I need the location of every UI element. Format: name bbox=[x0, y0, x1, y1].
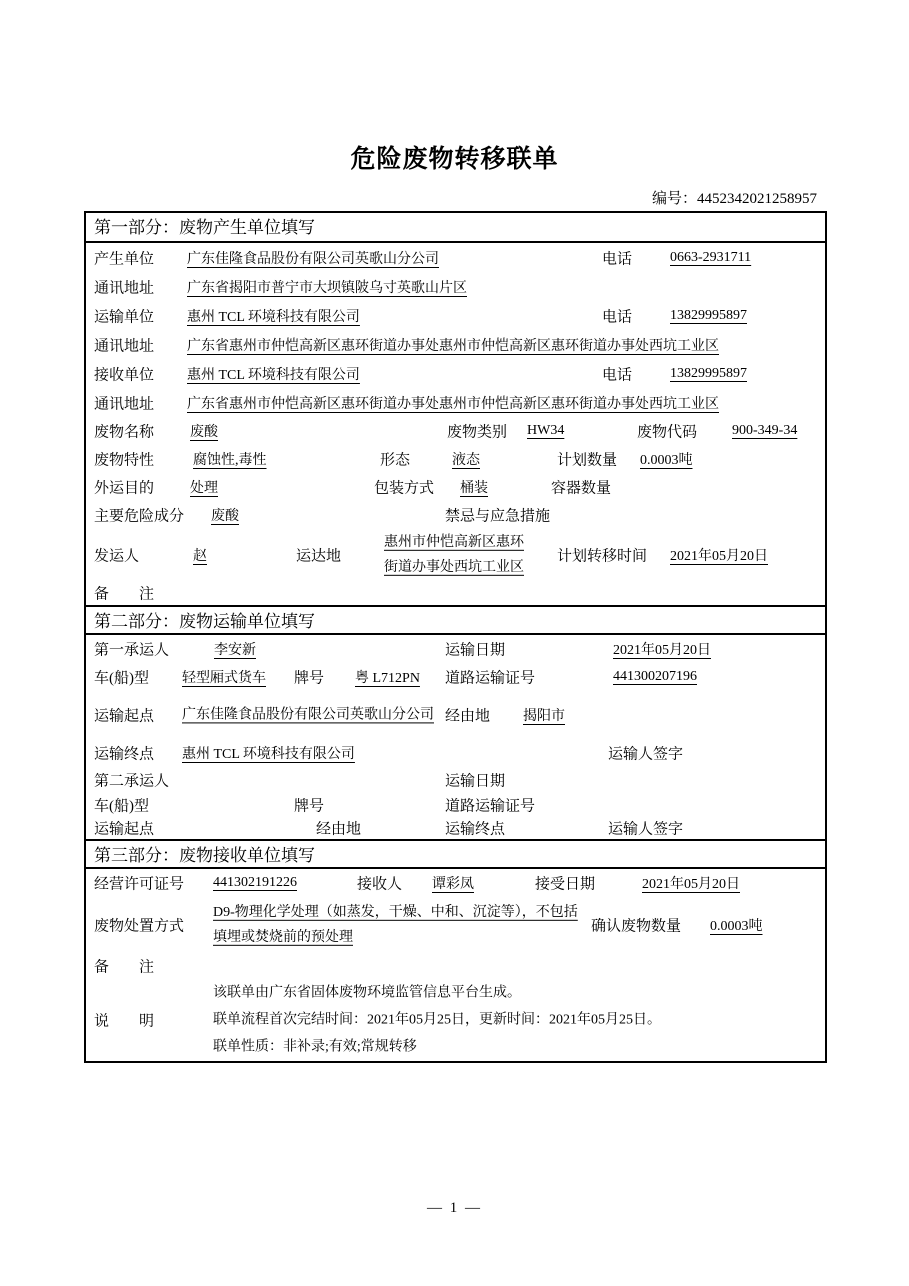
transport-date1-value: 2021年05月20日 bbox=[613, 643, 711, 658]
row-waste-trait bbox=[86, 445, 825, 473]
section2-header: 第二部分：废物运输单位填写 bbox=[86, 605, 825, 635]
receive-date-value: 2021年05月20日 bbox=[642, 877, 740, 892]
transporter-phone-value: 13829995897 bbox=[670, 307, 747, 323]
waste-trait-label: 废物特性 bbox=[94, 452, 155, 469]
transporter-address-value: 广东省惠州市仲恺高新区惠环街道办事处惠州市仲恺高新区惠环街道办事处西坑工业区 bbox=[187, 338, 719, 354]
receiver-phone-value: 13829995897 bbox=[670, 365, 747, 381]
license-value: 441302191226 bbox=[213, 875, 297, 890]
row-waste-name bbox=[86, 417, 825, 445]
disposal-label: 废物处置方式 bbox=[94, 918, 185, 935]
hazard-value: 废酸 bbox=[211, 509, 239, 524]
sign2-label: 运输人签字 bbox=[608, 821, 684, 838]
receiver-label: 接收单位 bbox=[94, 367, 155, 383]
terminus1-value: 惠州 TCL 环境科技有限公司 bbox=[182, 747, 355, 762]
origin1-label: 运输起点 bbox=[94, 708, 155, 725]
disposal-value: D9-物理化学处理（如蒸发，干燥、中和、沉淀等），不包括填埋或焚烧前的预处理 bbox=[213, 904, 578, 945]
row-notes bbox=[86, 979, 825, 1061]
transporter-address-label: 通讯地址 bbox=[94, 338, 155, 354]
hazard-label: 主要危险成分 bbox=[94, 508, 185, 525]
doc-number-label: 编号： bbox=[651, 191, 697, 207]
transport-date1-label: 运输日期 bbox=[445, 642, 506, 659]
producer-address-label: 通讯地址 bbox=[94, 280, 155, 296]
plan-qty-label: 计划数量 bbox=[557, 452, 618, 469]
notes-content bbox=[213, 980, 661, 1061]
row-sender bbox=[86, 529, 825, 581]
vehicle1-value: 轻型厢式货车 bbox=[182, 671, 266, 686]
purpose-value: 处理 bbox=[190, 481, 218, 496]
receiver-value: 惠州 TCL 环境科技有限公司 bbox=[187, 367, 360, 383]
row-vehicle2 bbox=[86, 792, 825, 817]
purpose-label: 外运目的 bbox=[94, 480, 155, 497]
waste-category-label: 废物类别 bbox=[447, 424, 508, 441]
producer-label: 产生单位 bbox=[94, 251, 155, 267]
receiver-person-label: 接收人 bbox=[357, 876, 403, 893]
waste-code-value: 900-349-34 bbox=[732, 423, 798, 438]
vehicle1-label: 车(船)型 bbox=[94, 670, 149, 687]
waste-category-value: HW34 bbox=[527, 423, 565, 438]
transporter-phone-label: 电话 bbox=[602, 309, 633, 325]
row-carrier2 bbox=[86, 767, 825, 792]
plate1-value: 粤 L712PN bbox=[355, 671, 420, 686]
form-label: 形态 bbox=[380, 452, 411, 469]
row-route2 bbox=[86, 817, 825, 839]
carrier1-label: 第一承运人 bbox=[94, 642, 170, 659]
permit1-label: 道路运输证号 bbox=[445, 670, 536, 687]
note-line-1: 该联单由广东省固体废物环境监管信息平台生成。 bbox=[213, 985, 521, 1001]
origin2-label: 运输起点 bbox=[94, 821, 155, 838]
row-vehicle1 bbox=[86, 663, 825, 691]
waste-code-label: 废物代码 bbox=[637, 424, 698, 441]
producer-address-value: 广东省揭阳市普宁市大坝镇陂乌寸英歌山片区 bbox=[187, 280, 467, 296]
remark-label: 备 注 bbox=[94, 586, 155, 603]
page-number: — 1 — bbox=[427, 1200, 482, 1216]
plate1-label: 牌号 bbox=[294, 670, 325, 687]
row-producer bbox=[86, 243, 825, 272]
row-origin1 bbox=[86, 691, 825, 739]
license-label: 经营许可证号 bbox=[94, 876, 185, 893]
row-terminus1 bbox=[86, 739, 825, 767]
row-license bbox=[86, 869, 825, 897]
row-producer-address bbox=[86, 272, 825, 301]
receiver-address-label: 通讯地址 bbox=[94, 396, 155, 412]
permit2-label: 道路运输证号 bbox=[445, 798, 536, 814]
container-qty-label: 容器数量 bbox=[551, 480, 612, 497]
row-remark-s3 bbox=[86, 953, 825, 979]
row-hazard bbox=[86, 501, 825, 529]
vehicle2-label: 车(船)型 bbox=[94, 798, 149, 814]
transporter-label: 运输单位 bbox=[94, 309, 155, 325]
terminus2-label: 运输终点 bbox=[445, 821, 506, 838]
producer-phone-value: 0663-2931711 bbox=[670, 249, 752, 265]
row-receiver bbox=[86, 359, 825, 388]
waste-trait-value: 腐蚀性,毒性 bbox=[193, 453, 267, 468]
form-value: 液态 bbox=[452, 453, 480, 468]
sender-value: 赵 bbox=[193, 549, 207, 564]
row-carrier1 bbox=[86, 635, 825, 663]
notes-label: 说 明 bbox=[94, 1013, 155, 1030]
receiver-phone-label: 电话 bbox=[602, 367, 633, 383]
waste-name-value: 废酸 bbox=[190, 425, 218, 440]
waste-name-label: 废物名称 bbox=[94, 424, 155, 441]
emergency-label: 禁忌与应急措施 bbox=[445, 508, 551, 525]
manifest-table bbox=[84, 211, 827, 1063]
permit1-value: 441300207196 bbox=[613, 669, 697, 684]
sender-label: 发运人 bbox=[94, 548, 140, 565]
plan-time-label: 计划转移时间 bbox=[557, 548, 648, 565]
row-transporter-address bbox=[86, 330, 825, 359]
dest-label: 运达地 bbox=[296, 548, 342, 565]
remark-s3-label: 备 注 bbox=[94, 959, 155, 976]
terminus1-label: 运输终点 bbox=[94, 746, 155, 763]
row-transporter bbox=[86, 301, 825, 330]
row-receiver-address bbox=[86, 388, 825, 417]
transporter-value: 惠州 TCL 环境科技有限公司 bbox=[187, 309, 360, 325]
note-line-2: 联单流程首次完结时间：2021年05月25日，更新时间：2021年05月25日。 bbox=[213, 1012, 661, 1028]
pack-label: 包装方式 bbox=[374, 480, 435, 497]
origin1-value: 广东佳隆食品股份有限公司英歌山分公司 bbox=[182, 707, 434, 723]
producer-phone-label: 电话 bbox=[602, 251, 633, 267]
dest-value: 惠州市仲恺高新区惠环街道办事处西坑工业区 bbox=[384, 534, 524, 575]
note-line-3: 联单性质：非补录;有效;常规转移 bbox=[213, 1039, 417, 1055]
row-disposal bbox=[86, 897, 825, 953]
sign1-label: 运输人签字 bbox=[608, 746, 684, 763]
page-title: 危险废物转移联单 bbox=[350, 146, 559, 173]
transport-date2-label: 运输日期 bbox=[445, 773, 506, 789]
receiver-person-value: 谭彩凤 bbox=[432, 877, 474, 892]
section1-header: 第一部分：废物产生单位填写 bbox=[86, 213, 825, 243]
section3-header: 第三部分：废物接收单位填写 bbox=[86, 839, 825, 869]
plan-qty-value: 0.0003吨 bbox=[640, 453, 693, 468]
plan-time-value: 2021年05月20日 bbox=[670, 549, 768, 564]
doc-number bbox=[652, 187, 817, 208]
producer-value: 广东佳隆食品股份有限公司英歌山分公司 bbox=[187, 251, 439, 267]
via2-label: 经由地 bbox=[316, 821, 362, 838]
carrier2-label: 第二承运人 bbox=[94, 773, 170, 789]
receive-date-label: 接受日期 bbox=[535, 876, 596, 893]
via1-label: 经由地 bbox=[445, 708, 491, 725]
row-remark-s1 bbox=[86, 581, 825, 605]
carrier1-value: 李安新 bbox=[214, 643, 256, 658]
doc-number-value: 4452342021258957 bbox=[697, 191, 817, 207]
receiver-address-value: 广东省惠州市仲恺高新区惠环街道办事处惠州市仲恺高新区惠环街道办事处西坑工业区 bbox=[187, 396, 719, 412]
pack-value: 桶装 bbox=[460, 481, 488, 496]
row-purpose bbox=[86, 473, 825, 501]
confirm-qty-value: 0.0003吨 bbox=[710, 919, 763, 934]
via1-value: 揭阳市 bbox=[523, 709, 565, 724]
plate2-label: 牌号 bbox=[294, 798, 325, 814]
confirm-qty-label: 确认废物数量 bbox=[591, 918, 682, 935]
